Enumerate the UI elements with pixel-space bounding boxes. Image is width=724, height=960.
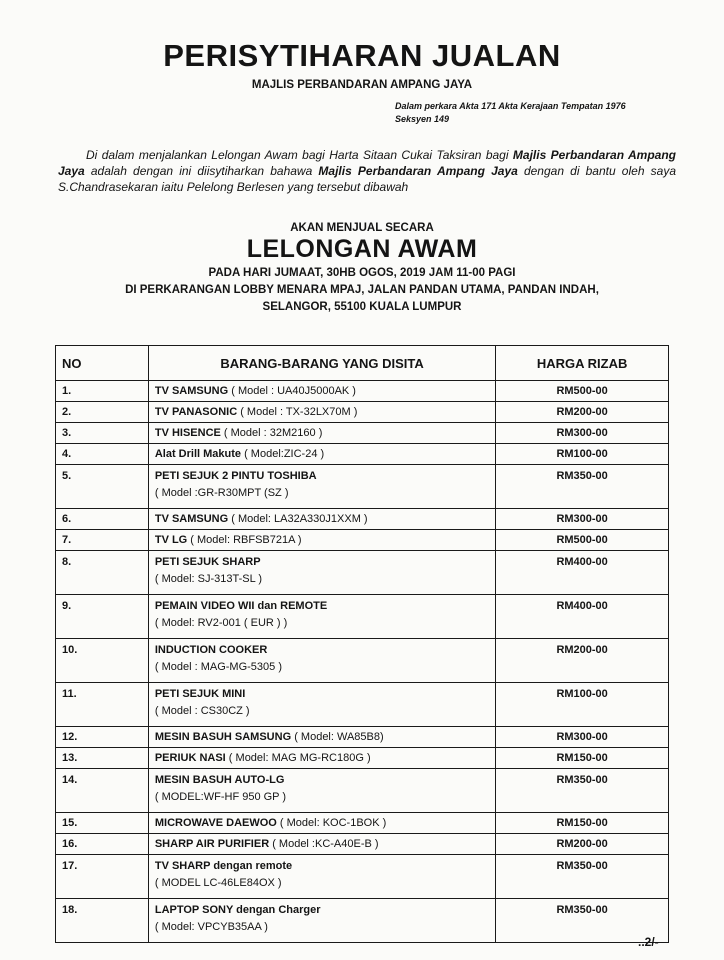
- item-model: ( Model: RV2-001 ( EUR ) ): [154, 617, 288, 629]
- row-no: 2.: [56, 402, 149, 423]
- item-model: ( Model: SJ-313T-SL ): [154, 573, 263, 585]
- council-name: MAJLIS PERBANDARAN AMPANG JAYA: [251, 79, 473, 91]
- row-price: RM400-00: [496, 551, 669, 595]
- row-no: 6.: [56, 509, 149, 530]
- row-item: [148, 683, 495, 727]
- intro-text-3: dengan di bantu oleh saya S.Chandrasekaran iaitu Pelelong Berlesen yang tersebut dibawah: [58, 164, 676, 194]
- table-row: [56, 509, 669, 530]
- row-no: 4.: [56, 444, 149, 465]
- row-no: 5.: [56, 465, 149, 509]
- row-no: 16.: [56, 834, 149, 855]
- row-price: RM500-00: [496, 530, 669, 551]
- item-model: ( Model: MAG MG-RC180G ): [225, 752, 371, 764]
- row-no: 1.: [56, 381, 149, 402]
- row-price: RM350-00: [496, 769, 669, 813]
- row-no: 3.: [56, 423, 149, 444]
- table-row: [56, 683, 669, 727]
- item-model: ( Model: RBFSB721A ): [187, 534, 302, 546]
- item-name: TV SAMSUNG: [154, 385, 229, 397]
- auction-venue-line2: SELANGOR, 55100 KUALA LUMPUR: [262, 301, 462, 313]
- row-price: RM100-00: [496, 444, 669, 465]
- intro-bold-1: Majlis Perbandaran Ampang Jaya: [58, 148, 676, 178]
- row-no: 17.: [56, 855, 149, 899]
- row-item: [148, 639, 495, 683]
- row-price: RM400-00: [496, 595, 669, 639]
- row-no: 10.: [56, 639, 149, 683]
- item-name: SHARP AIR PURIFIER: [154, 838, 270, 850]
- intro-text-2: adalah dengan ini diisytiharkan bahawa: [84, 164, 319, 178]
- item-name: PETI SEJUK SHARP: [154, 556, 261, 568]
- item-model: ( Model : MAG-MG-5305 ): [154, 661, 282, 673]
- item-name: TV SHARP dengan remote: [154, 860, 293, 872]
- row-item: [148, 423, 495, 444]
- row-no: 9.: [56, 595, 149, 639]
- table-row: [56, 465, 669, 509]
- auction-title: LELONGAN AWAM: [246, 235, 478, 263]
- table-row: [56, 423, 669, 444]
- row-price: RM200-00: [496, 639, 669, 683]
- item-model: ( Model : CS30CZ ): [154, 705, 250, 717]
- item-model: ( Model :GR-R30MPT (SZ ): [154, 487, 289, 499]
- table-row: [56, 813, 669, 834]
- row-item: [148, 402, 495, 423]
- item-model: ( Model:ZIC-24 ): [241, 448, 325, 460]
- item-model: ( Model :KC-A40E-B ): [269, 838, 379, 850]
- row-item: [148, 444, 495, 465]
- item-name: PEMAIN VIDEO WII dan REMOTE: [154, 600, 328, 612]
- row-item: [148, 530, 495, 551]
- row-no: 13.: [56, 748, 149, 769]
- row-no: 12.: [56, 727, 149, 748]
- item-model: ( Model: WA85B8): [291, 731, 384, 743]
- row-no: 8.: [56, 551, 149, 595]
- page-number: ..2/-: [638, 935, 659, 949]
- row-no: 7.: [56, 530, 149, 551]
- row-item: [148, 899, 495, 943]
- table-row: [56, 639, 669, 683]
- item-name: INDUCTION COOKER: [154, 644, 268, 656]
- row-price: RM200-00: [496, 402, 669, 423]
- table-row: [56, 381, 669, 402]
- row-item: [148, 748, 495, 769]
- row-item: [148, 769, 495, 813]
- item-name: Alat Drill Makute: [154, 448, 242, 460]
- table-header-row: [56, 346, 669, 381]
- row-item: [148, 855, 495, 899]
- intro-paragraph: [58, 147, 676, 195]
- item-name: TV PANASONIC: [154, 406, 238, 418]
- item-name: MICROWAVE DAEWOO: [154, 817, 277, 829]
- table-row: [56, 727, 669, 748]
- item-name: TV SAMSUNG: [154, 513, 229, 525]
- table-row: [56, 855, 669, 899]
- item-name: TV LG: [154, 534, 188, 546]
- row-price: RM150-00: [496, 813, 669, 834]
- document-title: PERISYTIHARAN JUALAN: [163, 38, 561, 73]
- row-item: [148, 551, 495, 595]
- item-model: ( Model : 32M2160 ): [220, 427, 323, 439]
- header-no: NO: [56, 346, 149, 381]
- table-row: [56, 595, 669, 639]
- row-price: RM350-00: [496, 465, 669, 509]
- item-model: ( Model : TX-32LX70M ): [237, 406, 358, 418]
- intro-bold-2: Majlis Perbandaran Ampang Jaya: [318, 164, 518, 178]
- row-item: [148, 813, 495, 834]
- row-price: RM150-00: [496, 748, 669, 769]
- item-model: ( Model: KOC-1BOK ): [276, 817, 387, 829]
- table-row: [56, 769, 669, 813]
- item-name: PERIUK NASI: [154, 752, 226, 764]
- item-model: ( Model: LA32A330J1XXM ): [228, 513, 368, 525]
- intro-text-1: Di dalam menjalankan Lelongan Awam bagi Harta Sitaan Cukai Taksiran bagi: [86, 148, 513, 162]
- row-item: [148, 465, 495, 509]
- table-row: [56, 899, 669, 943]
- row-item: [148, 834, 495, 855]
- row-item: [148, 595, 495, 639]
- row-price: RM100-00: [496, 683, 669, 727]
- row-price: RM350-00: [496, 855, 669, 899]
- row-item: [148, 509, 495, 530]
- item-name: TV HISENCE: [154, 427, 221, 439]
- act-reference: Dalam perkara Akta 171 Akta Kerajaan Tempatan 1976: [395, 101, 626, 111]
- seized-items-table: [55, 345, 669, 943]
- item-name: MESIN BASUH AUTO-LG: [154, 774, 285, 786]
- row-price: RM300-00: [496, 727, 669, 748]
- item-model: ( MODEL:WF-HF 950 GP ): [154, 791, 287, 803]
- item-model: ( Model: VPCYB35AA ): [154, 921, 268, 933]
- table-row: [56, 551, 669, 595]
- header-price: HARGA RIZAB: [496, 346, 669, 381]
- row-price: RM300-00: [496, 509, 669, 530]
- row-price: RM500-00: [496, 381, 669, 402]
- item-model: ( MODEL LC-46LE84OX ): [154, 877, 282, 889]
- row-price: RM300-00: [496, 423, 669, 444]
- row-item: [148, 381, 495, 402]
- header-item: BARANG-BARANG YANG DISITA: [148, 346, 495, 381]
- section-reference: Seksyen 149: [395, 114, 450, 124]
- table-row: [56, 748, 669, 769]
- row-price: RM200-00: [496, 834, 669, 855]
- row-no: 15.: [56, 813, 149, 834]
- row-no: 14.: [56, 769, 149, 813]
- auction-date: PADA HARI JUMAAT, 30HB OGOS, 2019 JAM 11-00 PAGI: [208, 267, 516, 279]
- row-no: 11.: [56, 683, 149, 727]
- item-name: PETI SEJUK 2 PINTU TOSHIBA: [154, 470, 317, 482]
- item-name: LAPTOP SONY dengan Charger: [154, 904, 321, 916]
- auction-venue-line1: DI PERKARANGAN LOBBY MENARA MPAJ, JALAN PANDAN UTAMA, PANDAN INDAH,: [125, 284, 599, 296]
- will-sell-heading: AKAN MENJUAL SECARA: [290, 222, 434, 234]
- table-row: [56, 530, 669, 551]
- item-name: MESIN BASUH SAMSUNG: [154, 731, 292, 743]
- table-row: [56, 834, 669, 855]
- table-row: [56, 402, 669, 423]
- row-price: RM350-00: [496, 899, 669, 943]
- item-name: PETI SEJUK MINI: [154, 688, 246, 700]
- table-row: [56, 444, 669, 465]
- row-item: [148, 727, 495, 748]
- row-no: 18.: [56, 899, 149, 943]
- item-model: ( Model : UA40J5000AK ): [228, 385, 356, 397]
